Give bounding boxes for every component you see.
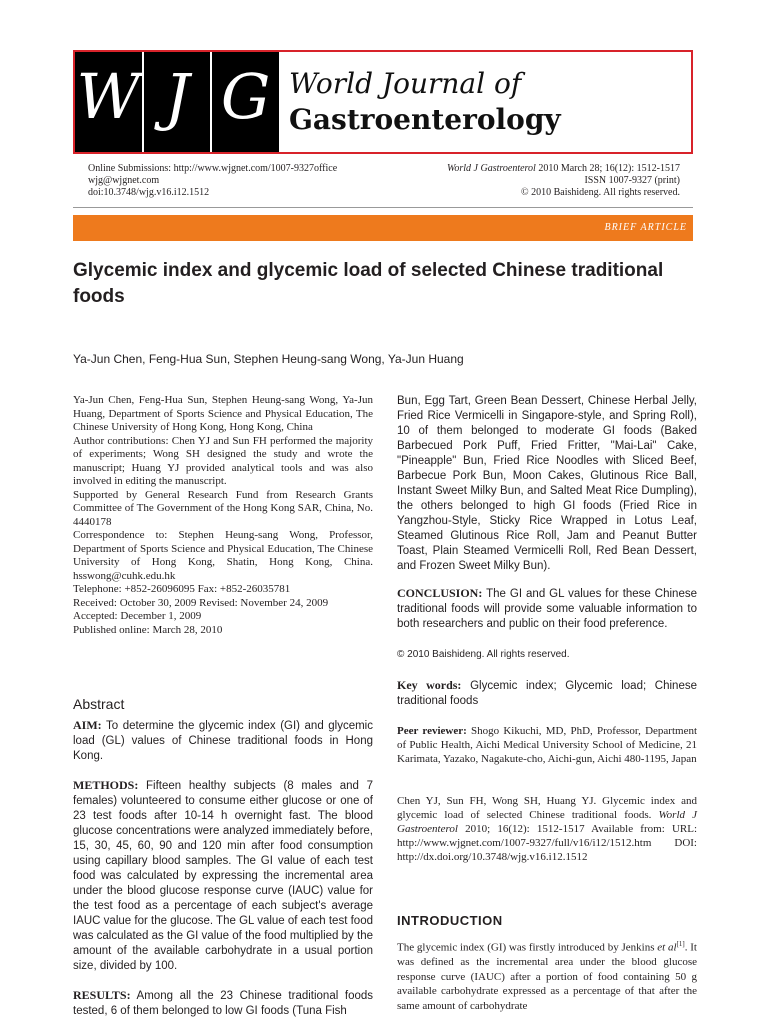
header-divider xyxy=(73,207,693,208)
abstract-copyright: © 2010 Baishideng. All rights reserved. xyxy=(397,649,570,660)
article-title: Glycemic index and glycemic load of selected Chinese traditional foods xyxy=(73,260,664,307)
section-banner xyxy=(73,215,693,241)
abstract-conclusion: CONCLUSION: The GI and GL values for these Chinese traditional foods will provide some valuable information to both researchers and public on their food preference. xyxy=(397,586,697,630)
journal-logo xyxy=(75,52,279,152)
journal-email[interactable]: wjg@wjgnet.com xyxy=(88,175,160,186)
section-label: BRIEF ARTICLE xyxy=(604,222,687,233)
abstract-aim: AIM: To determine the glycemic index (GI) and glycemic load (GL) values of Chinese traditional foods in Hong Kong. xyxy=(73,718,373,762)
correspondence: Correspondence to: Stephen Heung-sang Wong, Professor, Department of Sports Science and Physical Education, The Chinese University of Hong Kong, Shatin, Hong Kong, China. hsswong@cuhk.edu.hk xyxy=(73,529,373,582)
reference-link[interactable]: [1] xyxy=(676,940,685,948)
abstract-heading: Abstract xyxy=(73,696,125,712)
peer-reviewer: Peer reviewer: Shogo Kikuchi, MD, PhD, Professor, Department of Public Health, Aichi Medical University School of Medicine, 21 Karimata, Yazako, Nagakute-cho, Aichi-gun, Aichi 480-1195, Japan xyxy=(397,725,698,765)
journal-name-line1: World Journal of xyxy=(289,67,522,100)
logo-block-j: J xyxy=(144,52,211,152)
affiliations-block xyxy=(73,394,373,637)
submission-info xyxy=(88,163,337,199)
published-date: Published online: March 28, 2010 xyxy=(73,623,223,636)
logo-block-w: W xyxy=(75,52,142,152)
left-column xyxy=(73,394,373,1017)
abstract-results-continued: Bun, Egg Tart, Green Bean Dessert, Chinese Herbal Jelly, Fried Rice Vermicelli in Singapore-style, and Spring Roll), 10 of them belonged to moderate GI foods (Baked Barbecued Pork Puff, Fried Fritter, "Mai-Lai" Cake, "Pineapple" Bun, Fried Rice Noodles with Sliced Beef, Barbecue Pork Bun, Moon Cakes, Glutinous Rice Ball, Instant Sweet Milky Bun, and Salted Meat Rice Dumpling), the others belonged to high GI foods (Fried Rice in Yangzhou-Style, Sticky Rice Wrapped in Lotus Leaf, Steamed Glutinous Rice Roll, Jam and Peanut Butter Toast, Plain Steamed Vermicelli Roll, Red Bean Dessert, and Frozen Sweet Milky Bun). xyxy=(397,395,697,572)
online-submissions[interactable]: Online Submissions: http://www.wjgnet.com/1007-9327office xyxy=(88,163,338,174)
how-to-cite: Chen YJ, Sun FH, Wong SH, Huang YJ. Glycemic index and glycemic load of selected Chinese traditional foods. World J Gastroenterol 2010; 16(12): 1512-1517 Available from: URL: http://www.wjgnet.com/1007-9327/full/v16/i12/1512.htm DOI: http://dx.doi.org/10.3748/wjg.v16.i12.1512 xyxy=(397,795,698,863)
telephone: Telephone: +852-26096095 Fax: +852-26035781 xyxy=(73,583,291,595)
issue-citation: 2010 March 28; 16(12): 1512-1517 xyxy=(535,163,680,174)
doi: doi:10.3748/wjg.v16.i12.1512 xyxy=(88,187,210,198)
journal-header xyxy=(73,50,693,154)
introduction-body: The glycemic index (GI) was firstly introduced by Jenkins et al[1]. It was defined as the incremental area under the blood glucose response curve (IAUC) after a portion of food containing 50 g available carbohydrate expressed as a percentage of that after the same amount of carbohydrate xyxy=(397,940,697,1012)
issn: ISSN 1007-9327 (print) xyxy=(584,175,680,186)
affiliation: Ya-Jun Chen, Feng-Hua Sun, Stephen Heung-sang Wong, Ya-Jun Huang, Department of Sports Science and Physical Education, The Chinese University of Hong Kong, Hong Kong, China xyxy=(73,394,373,433)
abstract-results: RESULTS: Among all the 23 Chinese traditional foods tested, 6 of them belonged to low GI foods (Tuna Fish xyxy=(73,988,373,1017)
journal-abbrev: World J Gastroenterol xyxy=(446,163,536,174)
journal-name xyxy=(289,66,561,138)
keywords: Key words: Glycemic index; Glycemic load; Chinese traditional foods xyxy=(397,678,697,707)
abstract-methods: METHODS: Fifteen healthy subjects (8 males and 7 females) volunteered to consume either glucose or one of 23 test foods after 10-14 h overnight fast. The blood glucose concentrations were analyzed immediately before, 15, 30, 45, 60, 90 and 120 min after food consumption using capillary blood samples. The GI value of each test food was calculated by expressing the incremental area under the blood glucose response curve (IAUC) value for the test food as a percentage of each subject's average IAUC value for the glucose. The GL value of each test food was calculated as the GI value of the food multiplied by the amount of the available carbohydrate in a usual portion size, divided by 100. xyxy=(73,778,373,972)
logo-block-g: G xyxy=(212,52,279,152)
accepted-date: Accepted: December 1, 2009 xyxy=(73,610,202,622)
introduction-heading: INTRODUCTION xyxy=(397,913,503,928)
received-date: Received: October 30, 2009 Revised: November 24, 2009 xyxy=(73,596,329,609)
copyright-notice: © 2010 Baishideng. All rights reserved. xyxy=(521,187,680,198)
author-contributions: Author contributions: Chen YJ and Sun FH performed the majority of experiments; Wong SH designed the study and wrote the manuscript; Huang YJ provided analytical tools and was also involved in editing the manuscript. xyxy=(73,434,373,487)
citation-info xyxy=(447,163,680,199)
journal-name-line2: Gastroenterology xyxy=(289,103,561,136)
author-list: Ya-Jun Chen, Feng-Hua Sun, Stephen Heung-sang Wong, Ya-Jun Huang xyxy=(73,352,464,366)
funding: Supported by General Research Fund from Research Grants Committee of The Government of the Hong Kong SAR, China, No. 4440178 xyxy=(73,488,373,528)
